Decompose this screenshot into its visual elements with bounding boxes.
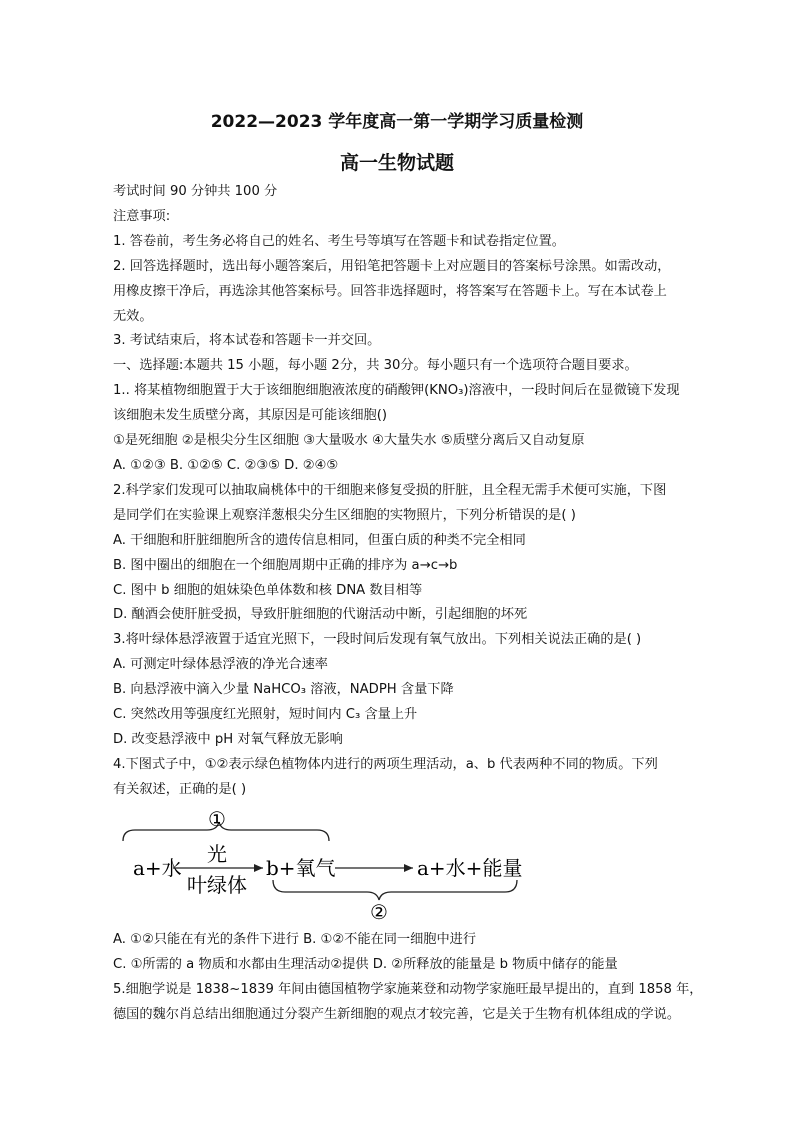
question-option: D. 改变悬浮液中 pH 对氧气释放无影响 bbox=[113, 731, 343, 747]
arrow-1-head bbox=[254, 864, 263, 872]
question-options: A. ①②只能在有光的条件下进行 B. ①②不能在同一细胞中进行 bbox=[113, 932, 477, 947]
notice-item: 用橡皮擦干净后，再选涂其他答案标号。回答非选择题时，将答案写在答题卡上。写在本试卷上 bbox=[113, 283, 667, 299]
question-option: C. 突然改用等强度红光照射，短时间内 C₃ 含量上升 bbox=[113, 707, 418, 723]
question-line: ①是死细胞 ②是根尖分生区细胞 ③大量吸水 ④大量失水 ⑤质壁分离后又自动复原 bbox=[113, 433, 585, 449]
label-process-2: ② bbox=[370, 900, 388, 924]
question-option: A. 可测定叶绿体悬浮液的净光合速率 bbox=[113, 657, 328, 673]
question-option: A. 干细胞和肝脏细胞所含的遗传信息相同，但蛋白质的种类不完全相同 bbox=[113, 532, 526, 548]
question-option: C. 图中 b 细胞的姐妹染色单体数和核 DNA 数目相等 bbox=[113, 582, 423, 598]
notice-item: 2. 回答选择题时，选出每小题答案后，用铅笔把答题卡上对应题目的答案标号涂黑。如需改动， bbox=[113, 258, 671, 274]
question-option: D. 酗酒会使肝脏受损，导致肝脏细胞的代谢活动中断，引起细胞的坏死 bbox=[113, 607, 528, 623]
exam-title: 2022—2023 学年度高一第一学期学习质量检测 bbox=[210, 112, 584, 132]
formula-middle: b+氧气 bbox=[266, 856, 336, 880]
bottom-brace bbox=[273, 880, 517, 900]
exam-body bbox=[113, 180, 713, 803]
section-heading: 一、选择题:本题共 15 小题，每小题 2分，共 30分。每小题只有一个选项符合题目要求。 bbox=[113, 358, 638, 374]
formula-left: a+水 bbox=[133, 856, 182, 880]
reaction-diagram bbox=[113, 806, 533, 924]
question-options: A. ①②③ B. ①②⑤ C. ②③⑤ D. ②④⑤ bbox=[113, 457, 339, 473]
arrow-1-bottom-label: 叶绿体 bbox=[187, 873, 247, 897]
question-line: 该细胞未发生质壁分离，其原因是可能该细胞() bbox=[113, 408, 388, 424]
question-line: 3.将叶绿体悬浮液置于适宜光照下，一段时间后发现有氧气放出。下列相关说法正确的是( ) bbox=[113, 632, 642, 648]
question-line: 4.下图式子中，①②表示绿色植物体内进行的两项生理活动，a、b 代表两种不同的物质。下列 bbox=[113, 756, 658, 772]
question-line: 5.细胞学说是 1838~1839 年间由德国植物学家施莱登和动物学家施旺最早提出的，直到 1858 年， bbox=[113, 981, 703, 997]
notice-item: 1. 答卷前，考生务必将自己的姓名、考生号等填写在答题卡和试卷指定位置。 bbox=[113, 233, 565, 249]
question-line: 有关叙述，正确的是( ) bbox=[113, 781, 247, 797]
question-line: 2.科学家们发现可以抽取扁桃体中的干细胞来修复受损的肝脏，且全程无需手术便可实施，下图 bbox=[113, 482, 667, 498]
question-option: B. 向悬浮液中滴入少量 NaHCO₃ 溶液，NADPH 含量下降 bbox=[113, 682, 454, 698]
question-line: 德国的魏尔肖总结出细胞通过分裂产生新细胞的观点才较完善，它是关于生物有机体组成的学说。 bbox=[113, 1006, 681, 1022]
notice-heading: 注意事项: bbox=[113, 208, 171, 224]
top-brace bbox=[123, 822, 329, 841]
exam-body-continued bbox=[113, 928, 717, 1028]
exam-info: 考试时间 90 分钟共 100 分 bbox=[113, 184, 278, 199]
arrow-1-top-label: 光 bbox=[207, 842, 227, 866]
notice-item: 3. 考试结束后，将本试卷和答题卡一并交回。 bbox=[113, 333, 381, 349]
label-process-1: ① bbox=[208, 807, 226, 831]
question-line: 1.. 将某植物细胞置于大于该细胞细胞液浓度的硝酸钾(KNO₃)溶液中，一段时间后在显微镜下发现 bbox=[113, 383, 680, 399]
question-line: 是同学们在实验课上观察洋葱根尖分生区细胞的实物照片，下列分析错误的是( ) bbox=[113, 507, 576, 523]
exam-subtitle: 高一生物试题 bbox=[339, 152, 454, 174]
question-options: C. ①所需的 a 物质和水都由生理活动②提供 D. ②所释放的能量是 b 物质中储存的能量 bbox=[113, 956, 618, 972]
arrow-2-head bbox=[404, 864, 413, 872]
question-option: B. 图中圈出的细胞在一个细胞周期中正确的排序为 a→c→b bbox=[113, 557, 458, 573]
formula-right: a+水+能量 bbox=[417, 856, 523, 880]
notice-item: 无效。 bbox=[113, 308, 153, 324]
